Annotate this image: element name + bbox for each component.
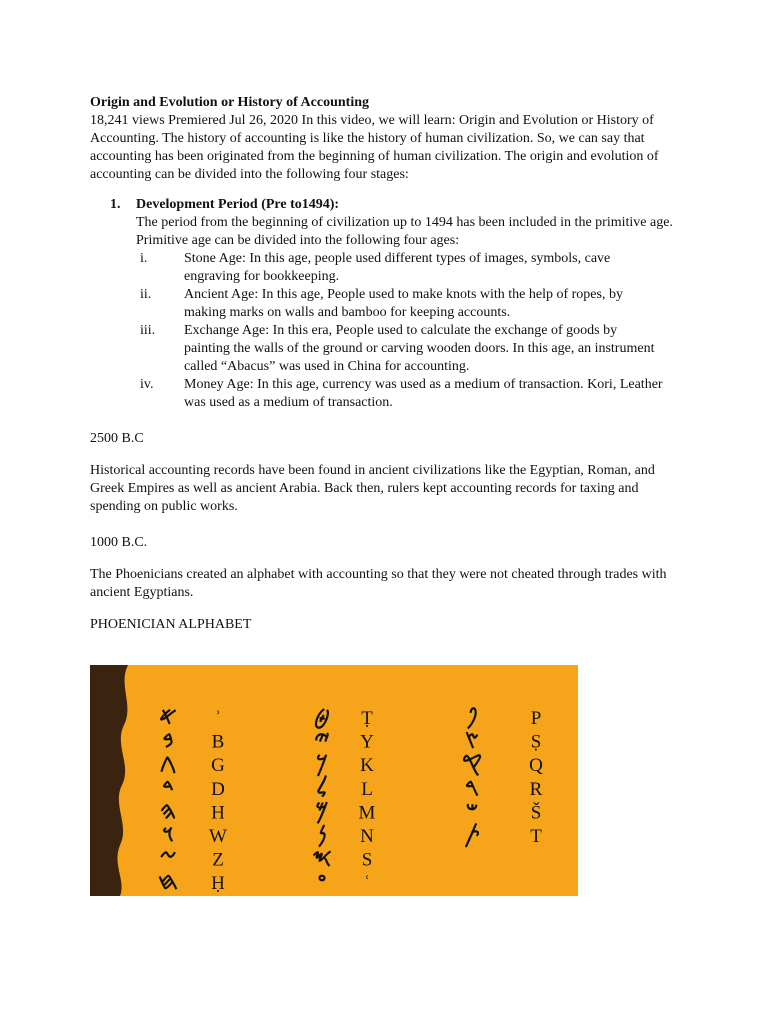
latin-letter: P [530, 708, 542, 729]
intro-paragraph: 18,241 views Premiered Jul 26, 2020 In this video, we will learn: Origin and Evolution or History of Accounting. The history of accounting is like the history of human civilization. So, we can say that accounting has been originated from the beginning of human civilization. The origin and evolution of accounting can be divided into the following four stages: [90, 113, 659, 182]
phoenician-glyph: 𐤒 [462, 749, 482, 778]
latin-letter: Ḥ [211, 873, 225, 895]
list-item-heading: Development Period (Pre to1494): [136, 197, 340, 212]
age-text: Money Age: In this age, currency was used as a medium of transaction. Kori, Leather was used as a medium of transaction. [184, 377, 663, 410]
latin-letter: W [209, 826, 227, 847]
phoenician-glyph: 𐤀 [159, 702, 177, 730]
list-item [136, 250, 690, 286]
list-item [136, 322, 690, 376]
phoenician-glyph: 𐤇 [157, 867, 179, 896]
latin-letter: Ṣ [530, 731, 542, 753]
latin-letter: S [361, 849, 373, 871]
latin-letter: B [211, 731, 225, 753]
latin-letter: Š [530, 802, 542, 824]
phoenician-alphabet-image [90, 665, 578, 896]
phoenician-glyph: 𐤓 [464, 772, 480, 801]
latin-letter: D [211, 778, 225, 800]
age-text: Exchange Age: In this era, People used to calculate the exchange of goods by painting the walls of the ground or carving wooden doors. In this age, an instrument called “Abacus” was used in China for accounting. [184, 323, 655, 374]
latin-letter: G [211, 755, 225, 777]
latin-letter: H [211, 802, 225, 824]
latin-letter: M [358, 802, 376, 824]
alphabet-chart-svg [90, 665, 578, 896]
date-heading-2500bc: 2500 B.C [90, 431, 144, 446]
dark-wavy-edge [90, 665, 128, 896]
paragraph-2500bc: Historical accounting records have been found in ancient civilizations like the Egyptian, Roman, and Greek Empires as well as ancient Arabia. Back then, rulers kept accounting records for taxing and spending on public works. [90, 463, 655, 514]
document-title: Origin and Evolution or History of Accounting [90, 95, 369, 110]
phoenician-glyph: 𐤎 [312, 843, 332, 872]
phoenician-glyph: 𐤃 [162, 772, 174, 801]
figure-caption: PHOENICIAN ALPHABET [90, 617, 252, 632]
list-item-number: 1. [110, 197, 121, 212]
latin-letter: K [360, 755, 374, 777]
age-text: Ancient Age: In this age, People used to make knots with the help of ropes, by making marks on walls and bamboo for keeping accounts. [184, 287, 623, 320]
phoenician-glyph: 𐤈 [314, 702, 330, 730]
phoenician-glyph: 𐤊 [316, 749, 328, 778]
stages-list [90, 196, 690, 412]
phoenician-glyph: 𐤋 [316, 772, 328, 801]
ages-sublist [90, 250, 690, 412]
document-body [90, 94, 690, 634]
phoenician-glyph: 𐤁 [162, 725, 174, 754]
latin-letter: T [530, 826, 542, 847]
phoenician-glyph: 𐤍 [317, 820, 327, 848]
list-item [136, 286, 690, 322]
latin-letter: Ṭ [361, 708, 373, 729]
list-item [136, 376, 690, 412]
paragraph-1000bc: The Phoenicians created an alphabet with accounting so that they were not cheated through trades with ancient Egyptians. [90, 567, 667, 600]
date-heading-1000bc: 1000 B.C. [90, 535, 148, 550]
latin-letter: R [529, 778, 543, 800]
roman-numeral: ii. [140, 287, 152, 302]
latin-letter: Z [212, 849, 224, 871]
phoenician-glyph: 𐤕 [464, 820, 480, 848]
latin-letter: N [360, 826, 374, 847]
phoenician-glyph: 𐤅 [162, 820, 174, 848]
phoenician-glyph: 𐤌 [315, 796, 329, 825]
roman-numeral: iii. [140, 323, 156, 338]
phoenician-glyph: 𐤔 [465, 796, 479, 825]
phoenician-glyph: 𐤏 [317, 867, 327, 896]
list-item-heading-row [90, 196, 690, 214]
phoenician-glyph: 𐤄 [159, 796, 177, 825]
roman-numeral: iv. [140, 377, 154, 392]
phoenician-glyph: 𐤉 [314, 725, 330, 754]
latin-letter: Q [529, 755, 543, 777]
phoenician-glyph: 𐤂 [159, 749, 177, 778]
phoenician-glyph: 𐤆 [159, 843, 177, 872]
phoenician-glyph: 𐤑 [464, 725, 480, 754]
latin-letter: L [361, 778, 373, 800]
age-text: Stone Age: In this age, people used different types of images, symbols, cave engraving for bookkeeping. [184, 251, 611, 284]
latin-letter: ʿ [363, 873, 371, 895]
phoenician-glyph: 𐤐 [466, 702, 478, 730]
roman-numeral: i. [140, 251, 148, 266]
latin-letter: Y [360, 731, 374, 753]
latin-letter: ʾ [214, 708, 222, 729]
list-item-text: The period from the beginning of civilization up to 1494 has been included in the primitive age. Primitive age can be divided into the following four ages: [136, 215, 673, 248]
alphabet-glyphs [158, 702, 543, 895]
